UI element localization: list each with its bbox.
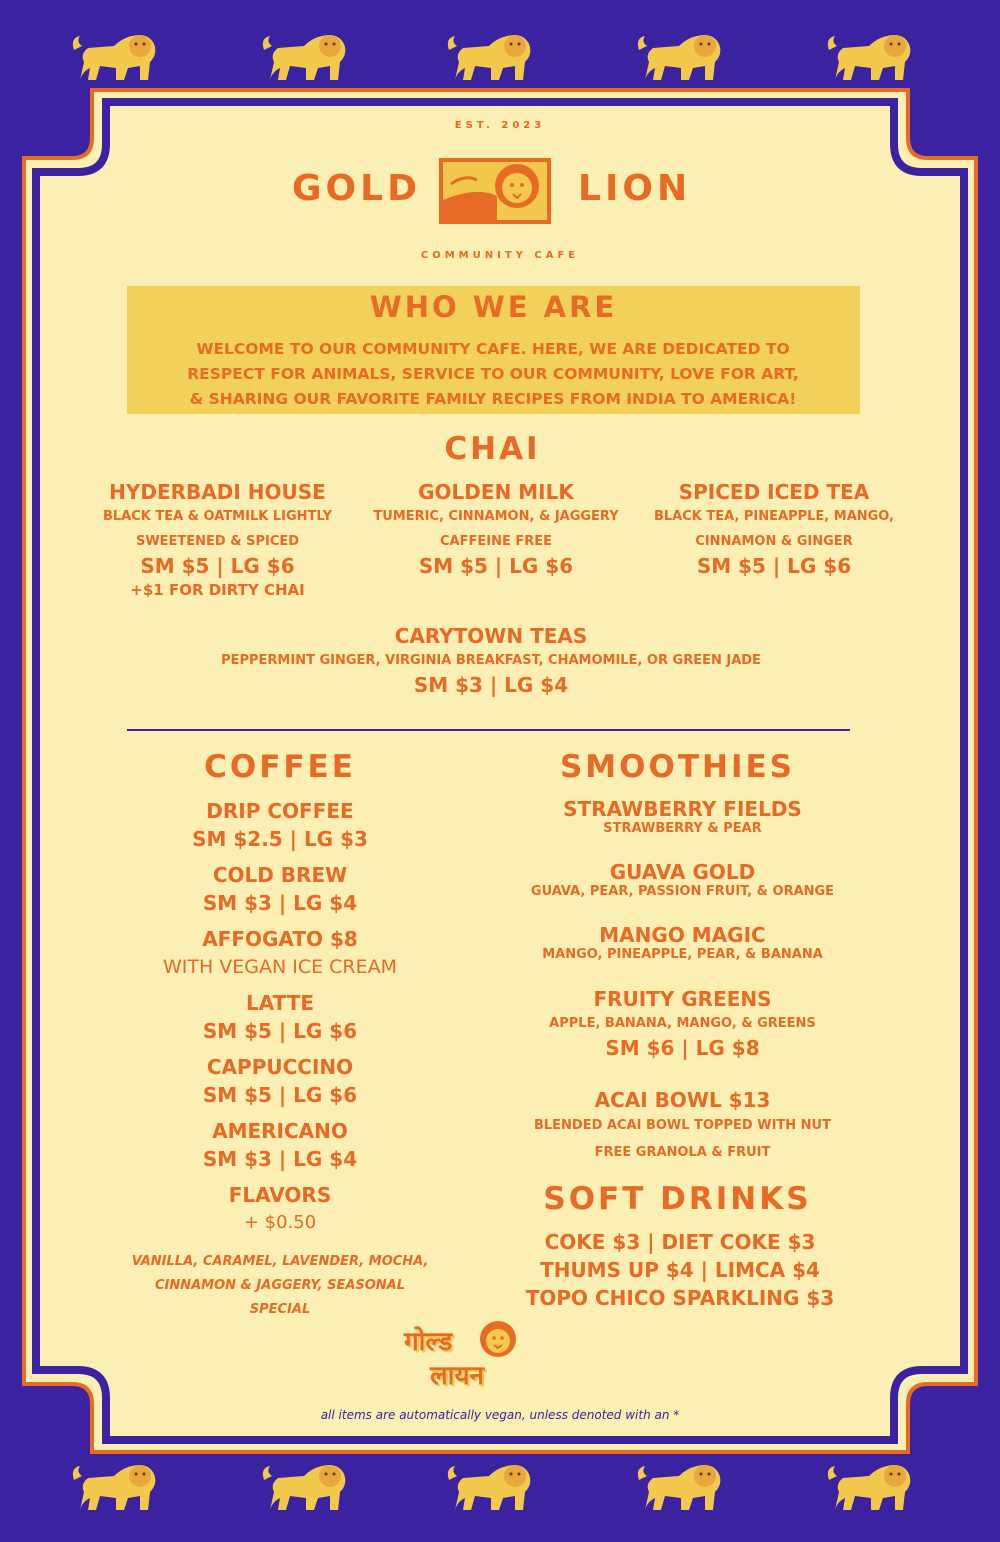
hindi-logo-line: लायन	[430, 1361, 484, 1391]
item-desc: TUMERIC, CINNAMON, & JAGGERY	[373, 509, 619, 524]
item-price: SM $3 | LG $4	[202, 1147, 358, 1171]
lion-icon	[635, 28, 725, 88]
smoothie-item	[520, 1088, 845, 1166]
item-name: ACAI BOWL $13	[594, 1088, 771, 1112]
item-price: WITH VEGAN ICE CREAM	[162, 956, 398, 978]
flavors-line: VANILLA, CARAMEL, LAVENDER, MOCHA,	[131, 1254, 429, 1269]
flavors-line: CINNAMON & JAGGERY, SEASONAL SPECIAL	[154, 1278, 406, 1317]
item-name: GUAVA GOLD	[609, 860, 756, 884]
lion-icon	[70, 1458, 160, 1518]
chai-item	[362, 480, 630, 578]
item-price: SM $5 | LG $6	[202, 1083, 358, 1107]
who-line: WELCOME TO OUR COMMUNITY CAFE. HERE, WE ARE DEDICATED TO	[196, 340, 790, 358]
item-name: AFFOGATO $8	[202, 927, 358, 951]
item-name: CARYTOWN TEAS	[394, 624, 588, 648]
smoothie-item	[520, 797, 845, 837]
item-extra: +$1 FOR DIRTY CHAI	[130, 581, 305, 599]
soft-drinks-title: SOFT DRINKS	[543, 1181, 812, 1217]
who-we-are-text	[160, 337, 826, 412]
tagline: COMMUNITY CAFE	[420, 250, 580, 261]
established-year: EST. 2023	[454, 120, 546, 131]
chai-item	[130, 624, 852, 697]
item-desc: GUAVA, PEAR, PASSION FRUIT, & ORANGE	[530, 884, 835, 899]
item-name: STRAWBERRY FIELDS	[563, 797, 802, 821]
item-name: MANGO MAGIC	[599, 923, 766, 947]
lion-icon	[825, 1458, 915, 1518]
item-price: + $0.50	[243, 1212, 317, 1233]
item-price: SM $3 | LG $4	[202, 891, 358, 915]
item-desc: PEPPERMINT GINGER, VIRGINIA BREAKFAST, CHAMOMILE, OR GREEN JADE	[221, 653, 761, 668]
flavors-list	[130, 1250, 430, 1322]
brand-lion: LION	[578, 168, 692, 209]
item-desc: CINNAMON & GINGER	[695, 534, 853, 549]
smoothie-item	[520, 923, 845, 963]
item-price: SM $2.5 | LG $3	[192, 827, 368, 851]
item-name: AMERICANO	[212, 1119, 348, 1143]
item-price: SM $5 | LG $6	[418, 554, 574, 578]
smoothie-item	[520, 860, 845, 900]
who-line: RESPECT FOR ANIMALS, SERVICE TO OUR COMMUNITY, LOVE FOR ART,	[187, 365, 799, 383]
item-desc: BLACK TEA & OATMILK LIGHTLY	[102, 509, 333, 524]
item-desc: SWEETENED & SPICED	[135, 534, 300, 549]
smoothies-title: SMOOTHIES	[559, 749, 795, 785]
item-name: DRIP COFFEE	[206, 799, 354, 823]
lion-face-icon	[478, 1318, 518, 1360]
lion-logo-icon	[437, 156, 553, 226]
chai-item	[85, 480, 350, 603]
brand-gold: GOLD	[292, 168, 421, 209]
coffee-title: COFFEE	[204, 749, 356, 785]
chai-title: CHAI	[444, 431, 541, 467]
lion-icon	[445, 28, 535, 88]
item-name: HYDERBADI HOUSE	[109, 480, 326, 504]
vegan-note: all items are automatically vegan, unless denoted with an *	[320, 1408, 680, 1422]
item-desc: CAFFEINE FREE	[439, 534, 553, 549]
lion-icon	[70, 28, 160, 88]
hindi-logo	[400, 1318, 520, 1392]
chai-item	[640, 480, 908, 578]
hindi-logo-line: गोल्ड	[404, 1327, 453, 1357]
who-line: & SHARING OUR FAVORITE FAMILY RECIPES FROM INDIA TO AMERICA!	[189, 390, 797, 408]
lion-icon	[260, 28, 350, 88]
item-price: SM $3 | LG $4	[413, 673, 569, 697]
item-name: FLAVORS	[228, 1183, 332, 1207]
section-divider	[127, 729, 850, 731]
item-name: COLD BREW	[212, 863, 348, 887]
item-desc: BLACK TEA, PINEAPPLE, MANGO,	[653, 509, 895, 524]
soft-drink-line: TOPO CHICO SPARKLING $3	[525, 1286, 835, 1310]
item-name: FRUITY GREENS	[593, 987, 772, 1011]
item-desc: FREE GRANOLA & FRUIT	[594, 1145, 771, 1160]
item-price: SM $5 | LG $6	[140, 554, 295, 578]
item-name: GOLDEN MILK	[418, 480, 574, 504]
item-price: SM $5 | LG $6	[696, 554, 852, 578]
lion-icon	[260, 1458, 350, 1518]
bottom-lion-border	[0, 1458, 1000, 1528]
lion-icon	[825, 28, 915, 88]
soft-drink-line: THUMS UP $4 | LIMCA $4	[540, 1258, 820, 1282]
lion-icon	[445, 1458, 535, 1518]
who-we-are-title: WHO WE ARE	[369, 290, 618, 324]
item-price: SM $6 | LG $8	[605, 1036, 760, 1060]
item-desc: MANGO, PINEAPPLE, PEAR, & BANANA	[542, 947, 823, 962]
smoothie-item	[520, 987, 845, 1060]
soft-drink-line: COKE $3 | DIET COKE $3	[544, 1230, 816, 1254]
lion-icon	[635, 1458, 725, 1518]
item-price: SM $5 | LG $6	[202, 1019, 358, 1043]
item-name: LATTE	[245, 991, 315, 1015]
item-name: SPICED ICED TEA	[678, 480, 870, 504]
item-desc: APPLE, BANANA, MANGO, & GREENS	[549, 1016, 816, 1031]
soft-drinks-list	[500, 1228, 860, 1312]
item-name: CAPPUCCINO	[206, 1055, 354, 1079]
item-desc: BLENDED ACAI BOWL TOPPED WITH NUT	[533, 1118, 831, 1133]
coffee-list	[130, 797, 430, 1237]
item-desc: STRAWBERRY & PEAR	[603, 821, 762, 836]
